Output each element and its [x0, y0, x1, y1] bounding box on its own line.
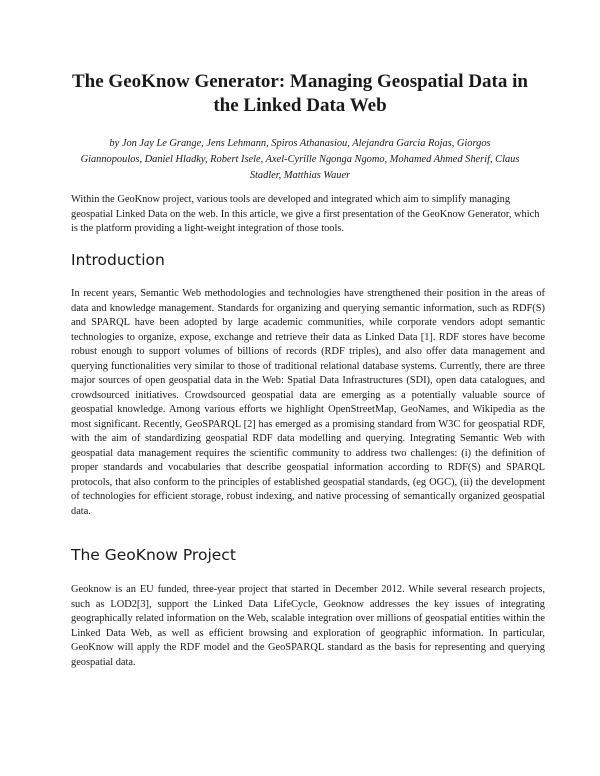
section-heading-introduction: Introduction: [71, 251, 165, 269]
section-body-introduction: In recent years, Semantic Web methodologies and technologies have strengthened their position in the areas of data and knowledge management. Standards for organizing and querying semantic information, such as RDF(S) and SPARQL have been adopted by large academic communities, while corporate vendors adopt semantic technologies to organize, expose, exchange and retrieve their data as Linked Data [1]. RDF stores have become robust enough to support volumes of billions of records (RDF triples), and also offer data management and querying functionalities very similar to those of traditional relational database systems. Currently, there are three major sources of open geospatial data in the Web: Spatial Data Infrastructures (SDI), open data catalogues, and crowdsourced initiatives. Crowdsourced geospatial data are emerging as a potentially valuable source of geospatial knowledge. Among various efforts we highlight OpenStreetMap, GeoNames, and Wikipedia as the most significant. Recently, GeoSPARQL [2] has emerged as a promising standard from W3C for geospatial RDF, with the aim of standardizing geospatial RDF data modelling and querying. Integrating Semantic Web with geospatial data management requires the scientific community to address two challenges: (i) the definition of proper standards and vocabularies that describe geospatial information according to RDF(S) and SPARQL protocols, that also conform to the principles of established geospatial standards, (eg OGC), (ii) the development of technologies for efficient storage, robust indexing, and native processing of semantically organized geospatial data.: [71, 288, 545, 517]
section-body-geoknow-project: Geoknow is an EU funded, three-year project that started in December 2012. While several research projects, such as LOD2[3], support the Linked Data LifeCycle, Geoknow addresses the key issues of integrating geographically related information on the Web, scalable integration over millions of geospatial entities within the Linked Data Web, as well as efficient browsing and exploration of geographic information. In particular, GeoKnow will apply the RDF model and the GeoSPARQL standard as the basis for representing and querying geospatial data.: [71, 584, 545, 668]
author-list: by Jon Jay Le Grange, Jens Lehmann, Spiros Athanasiou, Alejandra Garcia Rojas, Giorgos Giannopoulos, Daniel Hladky, Robert Isele, Axel-Cyrille Ngonga Ngomo, Mohamed Ahmed Sherif, Claus Stadler, Matthias Wauer: [80, 138, 520, 181]
section-heading-geoknow-project: The GeoKnow Project: [71, 546, 236, 564]
abstract: Within the GeoKnow project, various tools are developed and integrated which aim to simplify managing geospatial Linked Data on the web. In this article, we give a first presentation of the GeoKnow Generator, which is the platform providing a light-weight integration of those tools.: [71, 194, 540, 234]
paper-title: The GeoKnow Generator: Managing Geospatial Data in the Linked Data Web: [72, 71, 528, 116]
